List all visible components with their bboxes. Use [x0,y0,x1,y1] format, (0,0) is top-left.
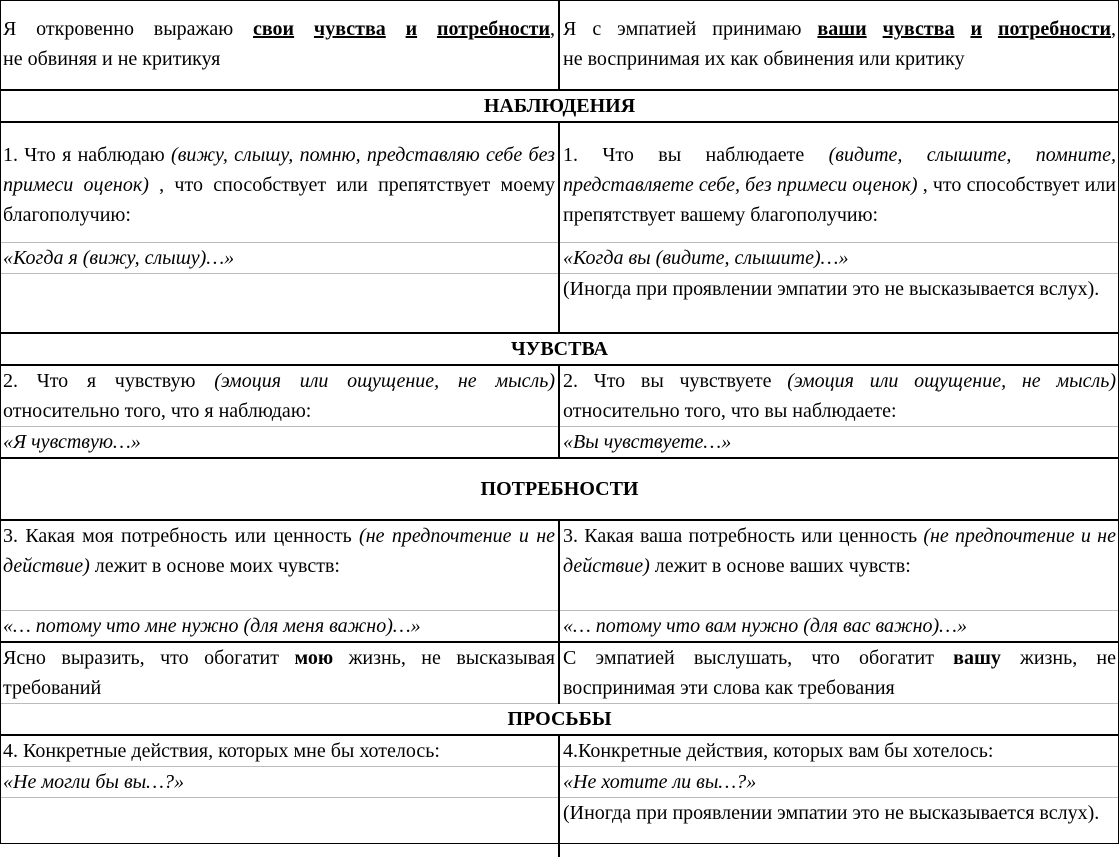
observations-note-row [0,273,1119,333]
observations-right-description: 1. Что вы наблюдаете (видите, слышите, помните, представляете себе, без примеси оценок) , что способствует или препятствует вашему благополучию: [559,122,1119,242]
feelings-right-description: 2. Что вы чувствуете (эмоция или ощущение, не мысль) относительно того, что вы наблюдаете: [559,365,1119,427]
feelings-left-example: «Я чувствую…» [0,427,559,459]
needs-header-row [0,458,1119,520]
section-header-feelings: ЧУВСТВА [0,333,1119,365]
observations-left-example: «Когда я (вижу, слышу)…» [0,242,559,273]
section-header-needs: ПОТРЕБНОСТИ [0,458,1119,520]
needs-summary-row [0,642,1119,704]
feelings-example-row [0,427,1119,459]
observations-left-empty [0,273,559,333]
observations-description-row [0,122,1119,242]
observations-example-row [0,242,1119,273]
needs-right-summary: С эмпатией выслушать, что обогатит вашу жизнь, не воспринимая эти слова как требования [559,642,1119,704]
intro-right-line2: не воспринимая их как обвинения или критику [563,48,965,70]
needs-left-summary: Ясно выразить, что обогатит мою жизнь, не высказывая требований [0,642,559,704]
requests-right-example: «Не хотите ли вы…?» [559,766,1119,797]
requests-note-row [0,797,1119,857]
requests-header-row [0,703,1119,735]
needs-example-row [0,610,1119,642]
needs-left-description: 3. Какая моя потребность или ценность (не предпочтение и не действие) лежит в основе моих чувств: [0,520,559,610]
intro-row [0,0,1119,90]
observations-right-note: (Иногда при проявлении эмпатии это не высказывается вслух). [559,273,1119,333]
requests-description-row [0,735,1119,767]
requests-right-description: 4.Конкретные действия, которых вам бы хотелось: [559,735,1119,767]
intro-right-word-your: ваши [817,18,867,40]
needs-left-example: «… потому что мне нужно (для меня важно)…» [0,610,559,642]
needs-right-description: 3. Какая ваша потребность или ценность (не предпочтение и не действие) лежит в основе ваших чувств: [559,520,1119,610]
observations-header-row [0,90,1119,122]
intro-left [0,0,559,90]
feelings-left-description: 2. Что я чувствую (эмоция или ощущение, не мысль) относительно того, что я наблюдаю: [0,365,559,427]
feelings-description-row [0,365,1119,427]
observations-right-example: «Когда вы (видите, слышите)…» [559,242,1119,273]
requests-left-example: «Не могли бы вы…?» [0,766,559,797]
intro-left-word-own: свои [253,18,295,40]
observations-left-description: 1. Что я наблюдаю (вижу, слышу, помню, представляю себе без примеси оценок) , что способствует или препятствует моему благополучию: [0,122,559,242]
requests-right-note: (Иногда при проявлении эмпатии это не высказывается вслух). [559,797,1119,857]
intro-right [559,0,1119,90]
requests-left-empty [0,797,559,857]
feelings-right-example: «Вы чувствуете…» [559,427,1119,459]
intro-left-line2: не обвиняя и не критикуя [3,48,221,70]
needs-right-example: «… потому что вам нужно (для вас важно)…» [559,610,1119,642]
requests-left-description: 4. Конкретные действия, которых мне бы хотелось: [0,735,559,767]
needs-description-row [0,520,1119,610]
section-header-observations: НАБЛЮДЕНИЯ [0,90,1119,122]
feelings-header-row [0,333,1119,365]
intro-left-line1: Я откровенно выражаю свои чувства и потребности, [3,18,556,40]
intro-right-line1: Я с эмпатией принимаю ваши чувства и потребности, [563,18,1117,40]
section-header-requests: ПРОСЬБЫ [0,703,1119,735]
requests-example-row [0,766,1119,797]
